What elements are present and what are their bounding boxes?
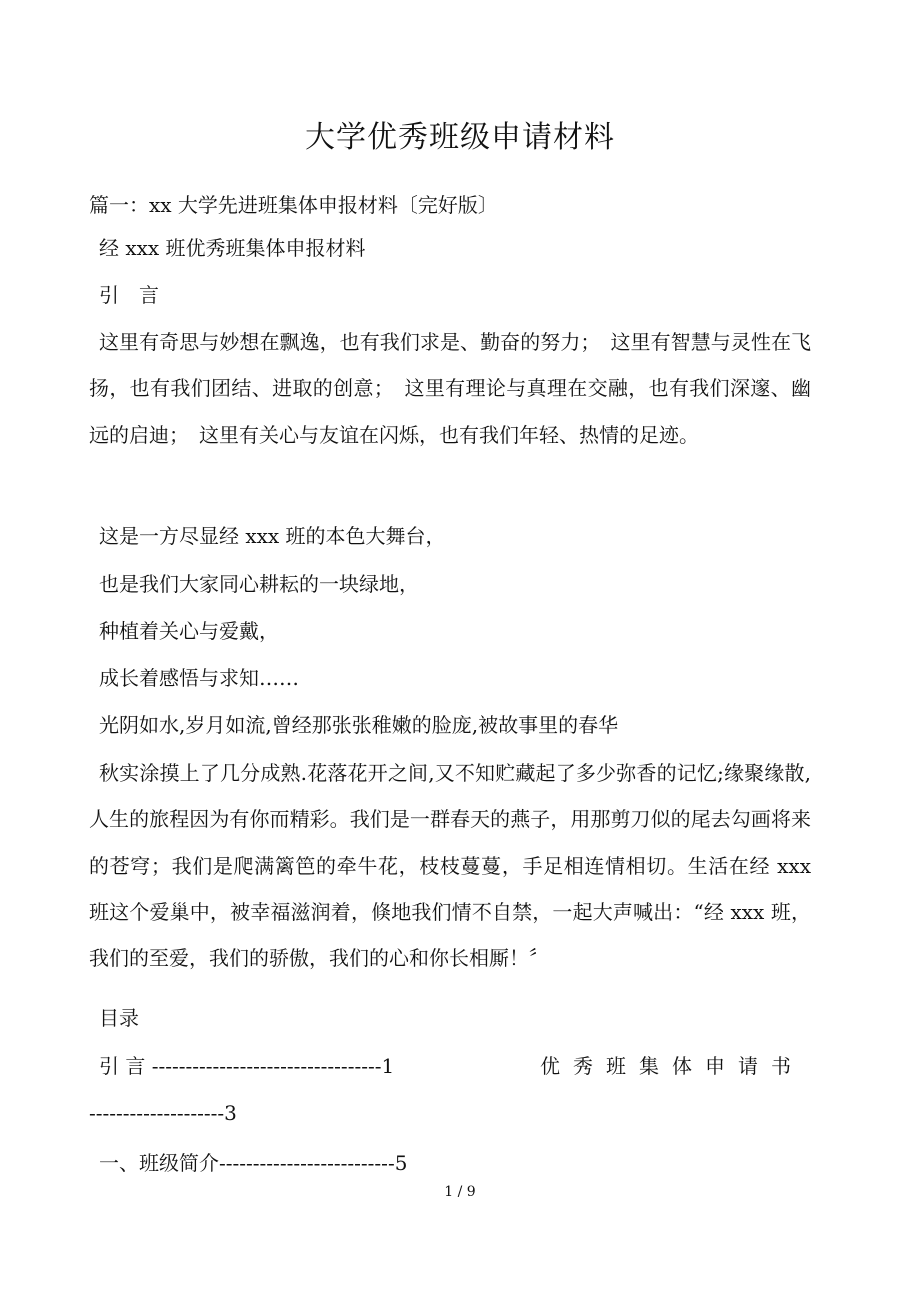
toc-heading: 目录	[99, 1006, 139, 1030]
poem-line-1: 这是一方尽显经 xxx 班的本色大舞台，	[99, 524, 446, 548]
page-number: 1 / 9	[444, 1184, 476, 1200]
poem-line-3: 种植着关心与爱戴，	[99, 619, 279, 643]
poem-line-2: 也是我们大家同心耕耘的一块绿地，	[99, 572, 419, 596]
section-heading: 篇一：xx 大学先进班集体申报材料〔完好版〕	[89, 193, 498, 217]
toc-row-1	[99, 1043, 804, 1089]
intro-heading: 引 言	[99, 283, 159, 307]
intro-paragraph: 这里有奇思与妙想在飘逸，也有我们求是、勤奋的努力； 这里有智慧与灵性在飞扬，也有我们团结、进取的创意； 这里有理论与真理在交融，也有我们深邃、幽远的启迪； 这里有关心与友谊在闪烁，也有我们年轻、热情的足迹。	[89, 330, 811, 447]
subtitle: 经 xxx 班优秀班集体申报材料	[99, 236, 366, 260]
toc-item-intro: 引 言 ----------------------------------1	[99, 1054, 395, 1078]
poem-line-4: 成长着感悟与求知……	[99, 666, 299, 690]
toc-item-class-intro: 一、班级简介--------------------------5	[99, 1151, 408, 1175]
toc-item-application: 优秀班集体申请书	[540, 1054, 804, 1078]
story-paragraph: 秋实涂摸上了几分成熟.花落花开之间,又不知贮藏起了多少弥香的记忆;缘聚缘散,人生的旅程因为有你而精彩。我们是一群春天的燕子，用那剪刀似的尾去勾画将来的苍穹；我们是爬满篱笆的牵牛花，枝枝蔓蔓，手足相连情相切。生活在经 xxx 班这个爱巢中，被幸福滋润着，倏地我们情不自禁，一起大声喊出：“经 xxx 班，我们的至爱，我们的骄傲，我们的心和你长相厮！〞	[89, 761, 811, 971]
poem-line-5: 光阴如水,岁月如流,曾经那张张稚嫩的脸庞,被故事里的春华	[99, 713, 619, 737]
document-title: 大学优秀班级申请材料	[305, 120, 615, 155]
toc-item-application-page: --------------------3	[89, 1101, 237, 1125]
